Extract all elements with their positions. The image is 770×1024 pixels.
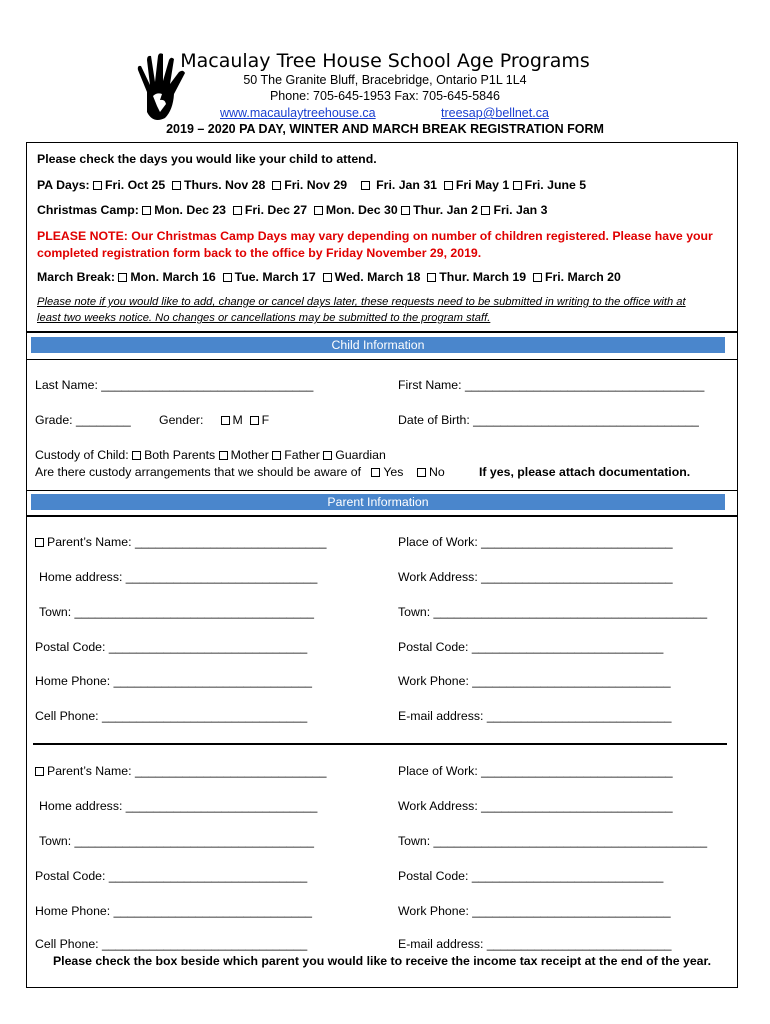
dob-field[interactable]: Date of Birth: _________________________________ — [398, 413, 699, 427]
grade-field[interactable]: Grade: ________ — [35, 413, 131, 427]
arrangements-row — [35, 465, 445, 479]
xmas-day-3-label: Mon. Dec 30 — [325, 203, 398, 217]
pa-days-row — [37, 178, 586, 192]
parent-1-email[interactable]: E-mail address: ___________________________ — [398, 709, 672, 723]
pa-day-2-label: Thurs. Nov 28 — [184, 178, 266, 192]
attach-note: If yes, please attach documentation. — [479, 465, 691, 479]
xmas-day-1-checkbox[interactable] — [142, 206, 151, 215]
pa-day-1-checkbox[interactable] — [93, 181, 102, 190]
tax-receipt-note: Please check the box beside which parent you would like to receive the income tax receipt at the end of the year. — [52, 954, 712, 968]
march-break-label: March Break: — [37, 270, 115, 284]
christmas-note-line-1: PLEASE NOTE: Our Christmas Camp Days may vary depending on number of children registered. Please have your — [37, 229, 713, 243]
parent-2-cell-phone[interactable]: Cell Phone: ______________________________ — [35, 937, 308, 951]
march-day-5-label: Fri. March 20 — [544, 270, 621, 284]
parent-1-home-phone[interactable]: Home Phone: _____________________________ — [35, 674, 312, 688]
arrangements-no-checkbox[interactable] — [417, 468, 426, 477]
parent-1-town[interactable]: Town: ___________________________________ — [39, 605, 314, 619]
march-day-1-checkbox[interactable] — [118, 273, 127, 282]
parent-section-header: Parent Information — [31, 494, 725, 510]
march-day-5-checkbox[interactable] — [533, 273, 542, 282]
march-day-3-label: Wed. March 18 — [334, 270, 421, 284]
contact-links — [220, 106, 376, 120]
march-break-row — [37, 270, 621, 284]
child-info-box — [26, 360, 738, 491]
custody-label: Custody of Child: — [35, 448, 129, 462]
parent-2-work-place[interactable]: Place of Work: ____________________________ — [398, 764, 673, 778]
parent-2-work-town[interactable]: Town: ________________________________________ — [398, 834, 708, 848]
march-day-4-checkbox[interactable] — [427, 273, 436, 282]
march-day-2-label: Tue. March 17 — [234, 270, 316, 284]
address: 50 The Granite Bluff, Bracebridge, Ontario P1L 1L4 — [243, 73, 527, 87]
gender-m-checkbox[interactable] — [221, 416, 230, 425]
christmas-note-line-2: completed registration form back to the office by Friday November 29, 2019. — [37, 246, 482, 260]
march-day-4-label: Thur. March 19 — [439, 270, 527, 284]
pa-day-4-checkbox[interactable] — [361, 181, 370, 190]
change-note-line-2: least two weeks notice. No changes or cancellations may be submitted to the program staff. — [37, 312, 491, 324]
email-wrap — [441, 106, 549, 120]
xmas-day-1-label: Mon. Dec 23 — [154, 203, 227, 217]
parent-1-name-label[interactable]: Parent’s Name: ____________________________ — [47, 535, 327, 549]
parent-2-tax-checkbox[interactable] — [35, 767, 44, 776]
form-title: 2019 – 2020 PA DAY, WINTER AND MARCH BREAK REGISTRATION FORM — [166, 122, 604, 136]
custody-mother-label: Mother — [230, 448, 269, 462]
custody-guardian-label: Guardian — [335, 448, 386, 462]
custody-both-label: Both Parents — [144, 448, 216, 462]
parent-2-work-phone[interactable]: Work Phone: _____________________________ — [398, 904, 671, 918]
gender-f-checkbox[interactable] — [250, 416, 259, 425]
gender-field — [159, 413, 269, 427]
parent-1-home-address[interactable]: Home address: ____________________________ — [39, 570, 318, 584]
email-link[interactable]: treesap@bellnet.ca — [441, 106, 549, 120]
pa-day-2-checkbox[interactable] — [172, 181, 181, 190]
custody-row — [35, 448, 386, 462]
parent-2-postal[interactable]: Postal Code: _____________________________ — [35, 869, 308, 883]
days-intro: Please check the days you would like your child to attend. — [37, 152, 377, 166]
parent-1-cell-phone[interactable]: Cell Phone: ______________________________ — [35, 709, 308, 723]
child-section-header: Child Information — [31, 337, 725, 353]
parent-1-work-town[interactable]: Town: ________________________________________ — [398, 605, 708, 619]
parent-1-tax-checkbox[interactable] — [35, 538, 44, 547]
parent-1-work-address[interactable]: Work Address: ____________________________ — [398, 570, 673, 584]
xmas-day-4-checkbox[interactable] — [401, 206, 410, 215]
custody-guardian-checkbox[interactable] — [323, 451, 332, 460]
xmas-day-2-checkbox[interactable] — [233, 206, 242, 215]
parent-2-home-address[interactable]: Home address: ____________________________ — [39, 799, 318, 813]
custody-mother-checkbox[interactable] — [219, 451, 228, 460]
march-day-2-checkbox[interactable] — [223, 273, 232, 282]
custody-father-label: Father — [284, 448, 320, 462]
christmas-note — [37, 228, 713, 262]
parent-2-town[interactable]: Town: ___________________________________ — [39, 834, 314, 848]
parent-2-name-field — [35, 764, 326, 778]
arrangements-yes-label: Yes — [383, 465, 404, 479]
pa-day-6-label: Fri. June 5 — [524, 178, 587, 192]
pa-day-1-label: Fri. Oct 25 — [105, 178, 166, 192]
march-day-3-checkbox[interactable] — [323, 273, 332, 282]
pa-day-5-checkbox[interactable] — [444, 181, 453, 190]
gender-f-label: F — [261, 413, 270, 427]
days-section — [26, 142, 738, 332]
change-note — [37, 294, 732, 326]
parent-1-name-field — [35, 535, 326, 549]
parent-2-work-postal[interactable]: Postal Code: ____________________________ — [398, 869, 664, 883]
phone-fax: Phone: 705-645-1953 Fax: 705-645-5846 — [269, 89, 501, 103]
parent-2-email[interactable]: E-mail address: ___________________________ — [398, 937, 672, 951]
pa-day-3-label: Fri. Nov 29 — [284, 178, 348, 192]
christmas-row — [37, 203, 547, 217]
xmas-day-4-label: Thur. Jan 2 — [413, 203, 479, 217]
xmas-day-5-label: Fri. Jan 3 — [493, 203, 548, 217]
parent-divider — [33, 743, 727, 745]
xmas-day-3-checkbox[interactable] — [314, 206, 323, 215]
arrangements-yes-checkbox[interactable] — [371, 468, 380, 477]
page-title: Macaulay Tree House School Age Programs — [180, 50, 590, 72]
change-note-line-1: Please note if you would like to add, change or cancel days later, these requests need to be submitted in writing to the office with at — [37, 296, 686, 308]
parent-1-work-phone[interactable]: Work Phone: _____________________________ — [398, 674, 671, 688]
custody-both-checkbox[interactable] — [132, 451, 141, 460]
march-day-1-label: Mon. March 16 — [130, 270, 216, 284]
pa-day-3-checkbox[interactable] — [272, 181, 281, 190]
pa-day-4-label: Fri. Jan 31 — [376, 178, 438, 192]
parent-info-box — [26, 516, 738, 988]
gender-label: Gender: — [159, 413, 204, 427]
xmas-day-5-checkbox[interactable] — [481, 206, 490, 215]
parent-2-name-label[interactable]: Parent’s Name: ____________________________ — [47, 764, 327, 778]
parent-2-home-phone[interactable]: Home Phone: _____________________________ — [35, 904, 312, 918]
xmas-day-2-label: Fri. Dec 27 — [244, 203, 308, 217]
arrangements-no-label: No — [429, 465, 445, 479]
parent-1-work-postal[interactable]: Postal Code: ____________________________ — [398, 640, 664, 654]
parent-1-work-place[interactable]: Place of Work: ____________________________ — [398, 535, 673, 549]
pa-day-6-checkbox[interactable] — [513, 181, 522, 190]
website-link[interactable]: www.macaulaytreehouse.ca — [220, 106, 376, 120]
parent-2-work-address[interactable]: Work Address: ____________________________ — [398, 799, 673, 813]
gender-m-label: M — [232, 413, 243, 427]
parent-1-postal[interactable]: Postal Code: _____________________________ — [35, 640, 308, 654]
first-name-field[interactable]: First Name: ___________________________________ — [398, 378, 705, 392]
custody-father-checkbox[interactable] — [272, 451, 281, 460]
pa-day-5-label: Fri May 1 — [455, 178, 510, 192]
christmas-label: Christmas Camp: — [37, 203, 139, 217]
last-name-field[interactable]: Last Name: _______________________________ — [35, 378, 314, 392]
arrangements-question: Are there custody arrangements that we should be aware of — [35, 465, 362, 479]
pa-days-label: PA Days: — [37, 178, 90, 192]
